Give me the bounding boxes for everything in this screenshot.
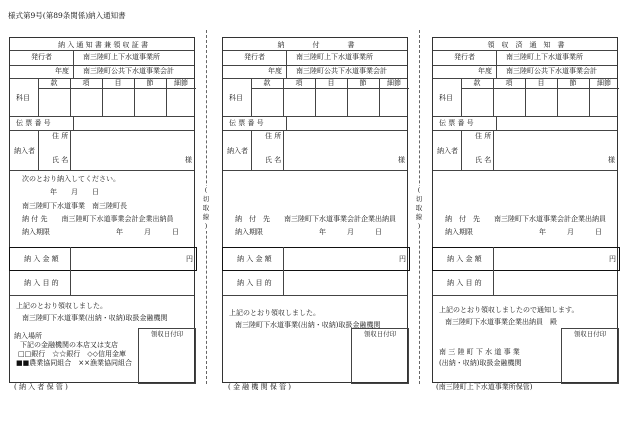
deadline-date: 年 月 日 [116, 228, 179, 236]
purpose-label: 納 入 目 的 [24, 279, 59, 287]
slip-label: 伝 票 番 号 [16, 119, 51, 127]
year-value: 南三陸町公共下水道事業会計 [83, 67, 174, 75]
receipt-panel: 納 入 通 知 書 兼 領 収 証 書 発行者 南三陸町上下水道事業所 年度 南三陸町公共下水道事業会計 款 項 目 節 細節 科目 伝 票 番 号 納入者 住 所 氏 名 様 次のとおり納入してください。 年 月 日 南三陸町下水道事業 南三陸町長 納 付 先 南三陸町下水道事業会計企業出納員 納入期限 年 月 日 納 入 金 額 円 納 入 目 的 上記のとおり領収しました。 南三陸町下水道事業(出納・収納)取扱金融機関 領収日付印 納入場所 下記の金融機関の本店又は支店 □□銀行 ☆☆銀行 ◇◇信用金庫 ■■農業協同組合 ××漁業協同組合 [9, 37, 195, 383]
panel-caption: ( 納 入 者 保 管 ) [14, 383, 68, 391]
place-label: 納入場所 [14, 332, 42, 340]
cut-line-label: ( 切 取 線 ) [413, 186, 425, 231]
panel-title: 領 収 済 通 知 書 [487, 41, 565, 49]
yen: 円 [186, 255, 193, 263]
seal-label: 領収日付印 [150, 330, 184, 338]
honorific: 様 [185, 156, 192, 164]
amount-label: 納 入 金 額 [24, 255, 59, 263]
name-label: 氏 名 [52, 156, 69, 164]
issuer: 南三陸町上下水道事業所 [83, 53, 160, 61]
cut-line-label: ( 切 取 線 ) [200, 186, 212, 231]
payment-panel: 納 付 書 発行者 南三陸町上下水道事業所 年度 南三陸町公共下水道事業会計 款 項 目 節 細節 科目 伝 票 番 号 納入者 住 所 氏 名 様 納 付 先 南三陸町下水道事業会計企業出納員 納入期限 年 月 日 納 入 金 額 円 納 入 目 的 上記のとおり領収しました。 南三陸町下水道事業(出納・収納)取扱金融機関 領収日付印 [222, 37, 408, 383]
payer-label: 納入者 [14, 147, 35, 155]
address-label: 住 所 [52, 132, 69, 140]
panel-title: 納 入 通 知 書 兼 領 収 証 書 [57, 41, 149, 49]
panel-caption: (南三陸町上下水道事業所保管) [436, 383, 533, 391]
panel-caption: ( 金 融 機 関 保 管 ) [228, 383, 292, 391]
year-label: 年度 [55, 67, 69, 75]
form-label: 様式第9号(第89条関係)納入通知書 [8, 11, 126, 20]
deadline-label: 納入期限 [22, 228, 50, 236]
issuer-label: 発行者 [31, 53, 52, 61]
subject-label: 科目 [16, 94, 30, 102]
panel-title: 納 付 書 [277, 41, 355, 49]
notice-panel: 領 収 済 通 知 書 発行者 南三陸町上下水道事業所 年度 南三陸町公共下水道事業会計 款 項 目 節 細節 科目 伝 票 番 号 納入者 住 所 氏 名 様 納 付 先 南三陸町下水道事業会計企業出納員 納入期限 年 月 日 納 入 金 額 円 納 入 目 的 上記のとおり領収しましたので通知します。 南三陸町下水道事業企業出納員 殿 領収日付印 南 三 陸 町 下 水 道 事 業 (出納・収納)取扱金融機関 [432, 37, 618, 383]
